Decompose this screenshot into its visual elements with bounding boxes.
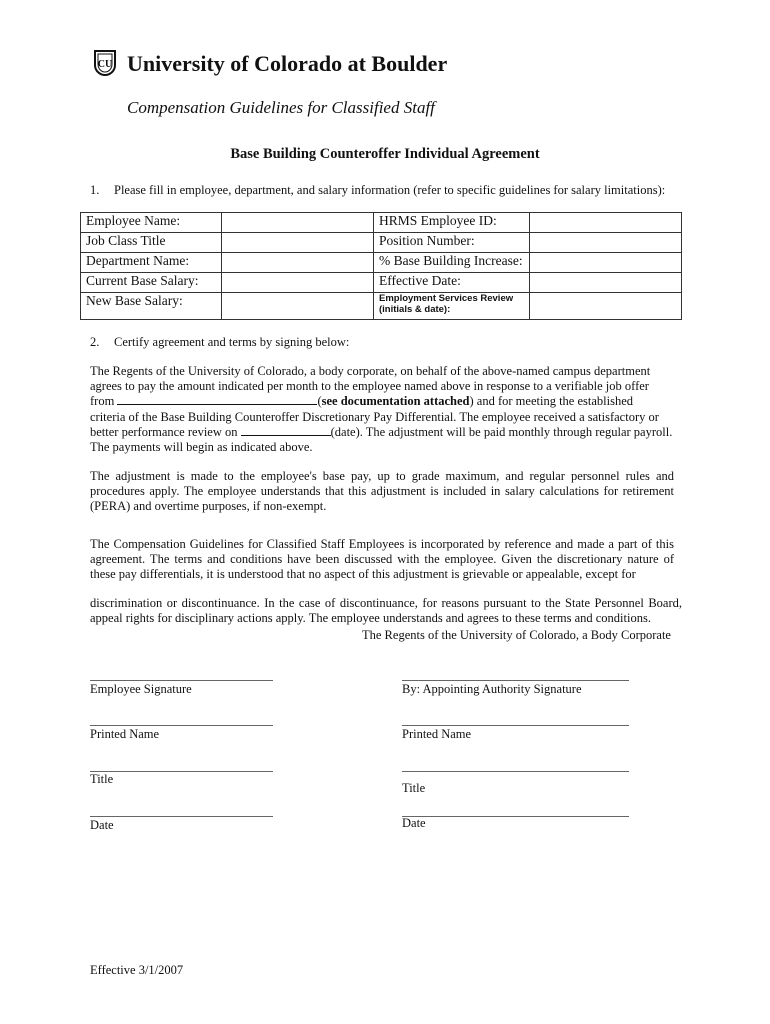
title-label-left: Title <box>90 772 114 786</box>
effective-date-footer: Effective 3/1/2007 <box>90 963 184 977</box>
base-building-increase-field[interactable] <box>530 253 682 273</box>
job-class-label: Job Class Title <box>81 233 222 253</box>
employee-signature-label: Employee Signature <box>90 682 192 696</box>
employee-signature-line[interactable] <box>90 680 273 681</box>
authority-signature-line[interactable] <box>402 680 629 681</box>
university-title: University of Colorado at Boulder <box>127 51 448 76</box>
employee-name-field[interactable] <box>222 213 374 233</box>
step-2 <box>90 335 349 350</box>
date-line-left[interactable] <box>90 816 273 817</box>
step-1-text: Please fill in employee, department, and salary information (refer to specific guidelines for salary limitations): <box>114 183 666 197</box>
table-row <box>81 273 682 293</box>
employee-name-label: Employee Name: <box>81 213 222 233</box>
current-base-salary-field[interactable] <box>222 273 374 293</box>
hrms-id-label: HRMS Employee ID: <box>374 213 530 233</box>
job-class-field[interactable] <box>222 233 374 253</box>
printed-name-line-left[interactable] <box>90 725 273 726</box>
position-number-field[interactable] <box>530 233 682 253</box>
see-documentation-attached: see documentation attached <box>321 394 470 409</box>
para1-after-date: (date). The adjustment will be paid monthly through regular payroll. <box>330 424 673 439</box>
para1-line-5 <box>90 425 687 440</box>
agreement-paragraph-4: discrimination or discontinuance. In the case of discontinuance, for reasons pursuant to the State Personnel Board, appeal rights for disciplinary actions apply. The employee understands and agrees to these terms and conditions. <box>90 596 682 626</box>
hrms-id-field[interactable] <box>530 213 682 233</box>
employment-services-review-label <box>374 293 530 320</box>
step-1 <box>90 183 665 198</box>
table-row <box>81 213 682 233</box>
effective-date-field[interactable] <box>530 273 682 293</box>
table-row <box>81 233 682 253</box>
para1-better-review: better performance review on <box>90 424 238 439</box>
authority-signature-label: By: Appointing Authority Signature <box>402 682 582 696</box>
new-base-salary-label: New Base Salary: <box>81 293 222 320</box>
review-date-blank[interactable] <box>241 435 331 436</box>
para1-line-4: criteria of the Base Building Counteroffer Discretionary Pay Differential. The employee received a satisfactory or <box>90 409 659 424</box>
printed-name-label-left: Printed Name <box>90 727 160 741</box>
department-name-field[interactable] <box>222 253 374 273</box>
department-name-label: Department Name: <box>81 253 222 273</box>
document-title: Base Building Counteroffer Individual Agreement <box>230 146 540 162</box>
esr-line-1: Employment Services Review <box>379 293 514 304</box>
agreement-paragraph-1 <box>90 364 687 455</box>
current-base-salary-label: Current Base Salary: <box>81 273 222 293</box>
para1-open-paren: ( <box>317 394 322 409</box>
printed-name-line-right[interactable] <box>402 725 629 726</box>
employment-services-review-field[interactable] <box>530 293 682 320</box>
cu-logo-icon <box>93 50 117 76</box>
effective-date-label: Effective Date: <box>374 273 530 293</box>
new-base-salary-field[interactable] <box>222 293 374 320</box>
position-number-label: Position Number: <box>374 233 530 253</box>
para1-line-6: The payments will begin as indicated above. <box>90 440 313 455</box>
title-line-right[interactable] <box>402 771 629 772</box>
para1-from: from <box>90 394 115 409</box>
step-1-number: 1. <box>90 183 100 197</box>
table-row <box>81 253 682 273</box>
date-label-left: Date <box>90 818 114 832</box>
printed-name-label-right: Printed Name <box>402 727 472 741</box>
regents-body-corporate: The Regents of the University of Colorado, a Body Corporate <box>362 628 671 642</box>
logo-lettering: CU <box>97 59 113 70</box>
guidelines-subtitle: Compensation Guidelines for Classified Staff <box>127 98 435 117</box>
title-line-left[interactable] <box>90 771 273 772</box>
para1-line-3 <box>90 394 687 409</box>
step-2-text: Certify agreement and terms by signing below: <box>114 335 350 349</box>
table-row <box>81 293 682 320</box>
agreement-paragraph-2: The adjustment is made to the employee's base pay, up to grade maximum, and regular personnel rules and procedures apply. The employee understands that this adjustment is included in salary calculations for retirement (PERA) and overtime purposes, if non-exempt. <box>90 469 674 514</box>
para1-line-2: agrees to pay the amount indicated per month to the employee named above in response to a verifiable job offer <box>90 379 649 394</box>
title-label-right: Title <box>402 781 426 795</box>
step-2-number: 2. <box>90 335 100 349</box>
date-line-right[interactable] <box>402 816 629 817</box>
para1-after-doc: ) and for meeting the established <box>469 394 634 409</box>
esr-line-2: (initials & date): <box>379 304 451 315</box>
agreement-paragraph-3: The Compensation Guidelines for Classified Staff Employees is incorporated by reference and made a part of this agreement. The terms and conditions have been discussed with the employee. Given the discretionary nature of these pay differentials, it is understood that no aspect of this adjustment is grievable or appealable, except for <box>90 537 674 582</box>
base-building-increase-label: % Base Building Increase: <box>374 253 530 273</box>
offer-source-blank[interactable] <box>117 404 317 405</box>
para1-line-1: The Regents of the University of Colorado, a body corporate, on behalf of the above-named campus department <box>90 364 651 378</box>
date-label-right: Date <box>402 816 426 830</box>
employee-info-table <box>80 212 682 320</box>
